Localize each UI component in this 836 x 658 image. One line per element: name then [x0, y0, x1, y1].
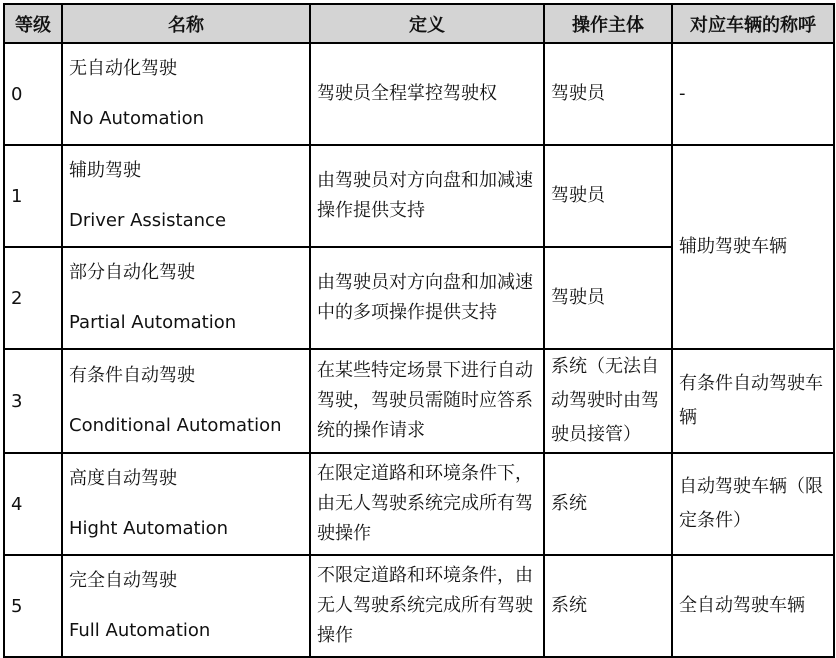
name-en: Full Automation [69, 620, 211, 641]
level-cell: 3 [4, 349, 62, 453]
operator-cell: 系统 [544, 453, 672, 555]
table-row [4, 145, 834, 247]
header-level: 等级 [4, 4, 62, 43]
level-cell: 2 [4, 247, 62, 349]
header-definition: 定义 [310, 4, 544, 43]
table-body [4, 43, 834, 657]
name-zh: 辅助驾驶 [69, 160, 141, 181]
name-cell [62, 349, 310, 453]
operator-cell: 系统（无法自动驾驶时由驾驶员接管） [544, 349, 672, 453]
name-cell [62, 43, 310, 145]
definition-cell: 在某些特定场景下进行自动驾驶，驾驶员需随时应答系统的操作请求 [310, 349, 544, 453]
vehicle-cell: - [672, 43, 834, 145]
name-cell [62, 247, 310, 349]
name-zh: 无自动化驾驶 [69, 58, 177, 79]
name-en: No Automation [69, 108, 205, 129]
table-row [4, 349, 834, 453]
definition-cell: 在限定道路和环境条件下，由无人驾驶系统完成所有驾驶操作 [310, 453, 544, 555]
name-en: Driver Assistance [69, 210, 227, 231]
level-cell: 4 [4, 453, 62, 555]
name-zh: 高度自动驾驶 [69, 468, 177, 489]
definition-cell: 不限定道路和环境条件，由无人驾驶系统完成所有驾驶操作 [310, 555, 544, 657]
level-cell: 0 [4, 43, 62, 145]
header-vehicle: 对应车辆的称呼 [672, 4, 834, 43]
name-zh: 有条件自动驾驶 [69, 365, 195, 386]
name-cell [62, 555, 310, 657]
operator-cell: 驾驶员 [544, 145, 672, 247]
level-cell: 1 [4, 145, 62, 247]
vehicle-cell: 辅助驾驶车辆 [672, 145, 834, 349]
definition-cell: 由驾驶员对方向盘和加减速操作提供支持 [310, 145, 544, 247]
header-name: 名称 [62, 4, 310, 43]
automation-levels-table [3, 3, 835, 658]
table-header [4, 4, 834, 43]
name-cell [62, 145, 310, 247]
operator-cell: 驾驶员 [544, 43, 672, 145]
vehicle-cell: 全自动驾驶车辆 [672, 555, 834, 657]
table-row [4, 555, 834, 657]
level-cell: 5 [4, 555, 62, 657]
operator-cell: 系统 [544, 555, 672, 657]
name-en: Conditional Automation [69, 415, 282, 436]
name-en: Hight Automation [69, 518, 228, 539]
header-operator: 操作主体 [544, 4, 672, 43]
definition-cell: 驾驶员全程掌控驾驶权 [310, 43, 544, 145]
definition-cell: 由驾驶员对方向盘和加减速中的多项操作提供支持 [310, 247, 544, 349]
table-row [4, 43, 834, 145]
vehicle-cell: 有条件自动驾驶车辆 [672, 349, 834, 453]
table-row [4, 453, 834, 555]
header-row [4, 4, 834, 43]
name-en: Partial Automation [69, 312, 237, 333]
name-zh: 部分自动化驾驶 [69, 262, 195, 283]
vehicle-cell: 自动驾驶车辆（限定条件） [672, 453, 834, 555]
name-zh: 完全自动驾驶 [69, 570, 177, 591]
name-cell [62, 453, 310, 555]
operator-cell: 驾驶员 [544, 247, 672, 349]
